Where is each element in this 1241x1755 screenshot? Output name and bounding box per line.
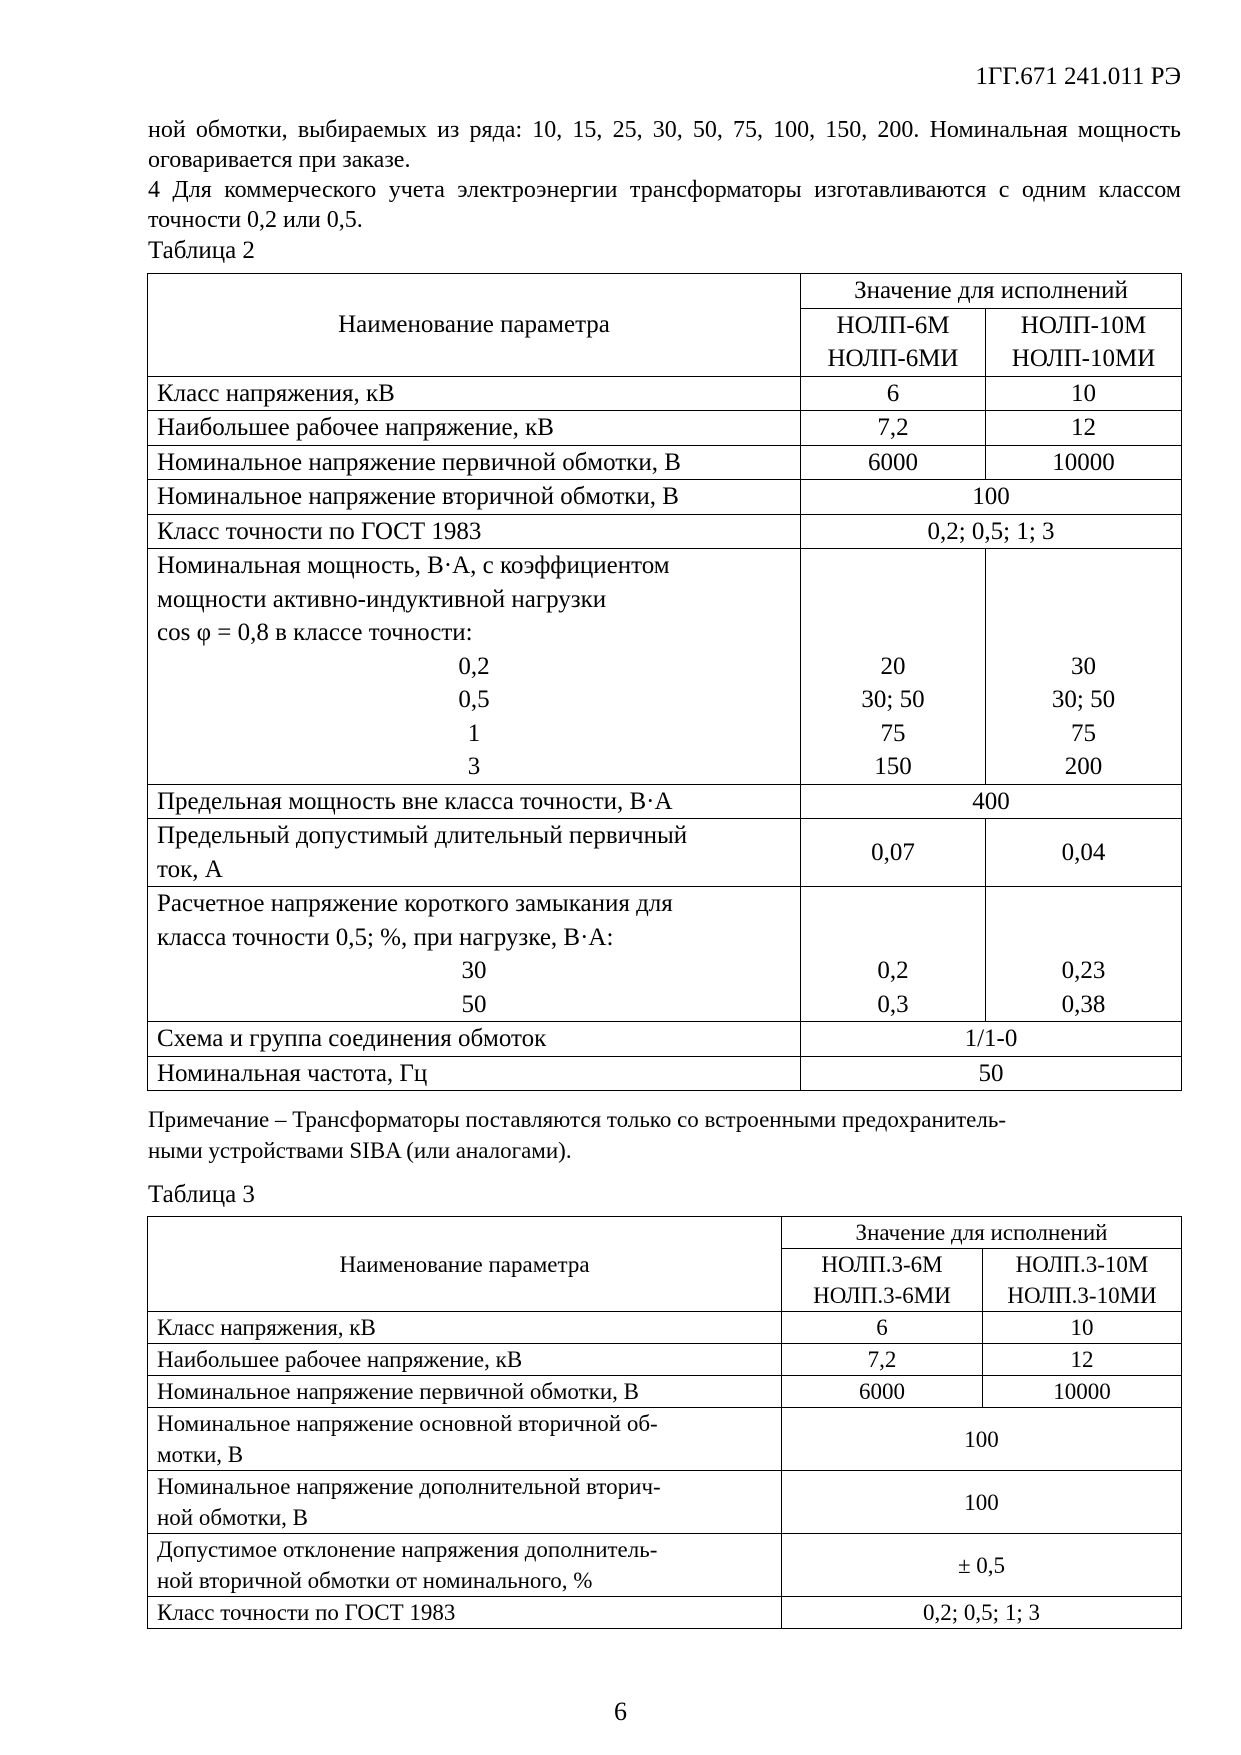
value-line: 30	[1071, 652, 1096, 680]
value-cell: 0,2; 0,5; 1; 3	[782, 1597, 1182, 1629]
value-cell: ± 0,5	[782, 1534, 1182, 1597]
param-name: Номинальное напряжение первичной обмотки, В	[148, 445, 801, 480]
note-line: Примечание – Трансформаторы поставляются только со встроенными предохранитель-	[148, 1107, 1007, 1132]
value-line: 75	[1071, 719, 1096, 747]
column-header-label: НОЛП-10МИ	[1011, 345, 1156, 372]
param-header: Наименование параметра	[148, 274, 801, 377]
value-line: 150	[874, 753, 912, 780]
param-name: Класс точности по ГОСТ 1983	[148, 514, 801, 549]
accuracy-class-label: 1	[467, 719, 481, 747]
table-row	[148, 411, 1182, 446]
param-name: Номинальная частота, Гц	[148, 1056, 801, 1091]
value-header: Значение для исполнений	[801, 274, 1182, 309]
table2-note	[148, 1104, 1188, 1166]
value-line: 200	[1064, 753, 1103, 780]
value-line: 75	[880, 719, 906, 747]
page-number: 6	[614, 1697, 627, 1726]
table-row	[148, 445, 1182, 480]
value-cell	[801, 887, 986, 1022]
value-line: 0,38	[1061, 990, 1106, 1018]
param-name: Номинальное напряжение вторичной обмотки, В	[148, 480, 801, 515]
param-name: Класс напряжения, кВ	[148, 1312, 782, 1344]
param-name: Класс напряжения, кВ	[148, 376, 801, 411]
document-code: 1ГГ.671 241.011 РЭ	[975, 63, 1181, 90]
column-header-label: НОЛП.3-10М	[1015, 1252, 1149, 1277]
table-row	[148, 480, 1182, 515]
value-cell: 6	[801, 376, 986, 411]
column-header-label: НОЛП-6М	[836, 311, 950, 339]
param-line: класса точности 0,5; %, при нагрузке, В·А:	[157, 923, 614, 951]
column-header-10	[986, 308, 1182, 376]
value-cell: 6000	[801, 445, 986, 480]
param-name: Схема и группа соединения обмоток	[148, 1022, 801, 1057]
value-cell: 0,2; 0,5; 1; 3	[801, 514, 1182, 549]
value-cell: 10000	[986, 445, 1182, 480]
column-header-6	[801, 308, 986, 376]
param-line: Допустимое отклонение напряжения дополнитель-	[157, 1537, 658, 1562]
value-cell: 10000	[983, 1376, 1182, 1408]
param-name	[148, 1471, 782, 1534]
table-row	[148, 1056, 1182, 1091]
value-cell: 100	[782, 1408, 1182, 1471]
accuracy-class-label: 0,2	[458, 652, 490, 680]
table-3	[147, 1216, 1182, 1629]
param-name	[148, 887, 801, 1022]
table-row	[148, 1312, 1182, 1344]
value-cell: 7,2	[801, 411, 986, 446]
table-row	[148, 1408, 1182, 1471]
value-header: Значение для исполнений	[782, 1217, 1182, 1249]
table-row	[148, 1022, 1182, 1057]
param-line: Расчетное напряжение короткого замыкания для	[157, 890, 673, 917]
column-header-label: НОЛП-6МИ	[827, 345, 959, 372]
value-cell	[801, 549, 986, 785]
load-label: 50	[461, 990, 487, 1018]
accuracy-class-label: 3	[467, 753, 481, 780]
value-cell: 12	[983, 1344, 1182, 1376]
value-cell: 7,2	[782, 1344, 983, 1376]
param-name: Наибольшее рабочее напряжение, кВ	[148, 411, 801, 446]
value-cell: 6000	[782, 1376, 983, 1408]
load-label: 30	[461, 957, 487, 984]
note-line: ными устройствами SIBA (или аналогами).	[148, 1138, 572, 1163]
param-line: Номинальная мощность, В·А, с коэффициентом	[157, 552, 670, 579]
table-row	[148, 1597, 1182, 1629]
table-row	[148, 514, 1182, 549]
param-name: Класс точности по ГОСТ 1983	[148, 1597, 782, 1629]
value-cell: 400	[801, 784, 1182, 819]
value-line: 30; 50	[861, 686, 925, 713]
value-line: 0,23	[1061, 957, 1106, 984]
intro-paragraph-1: ной обмотки, выбираемых из ряда: 10, 15, 25, 30, 50, 75, 100, 150, 200. Номинальная мощность оговаривается при заказе.	[148, 117, 1181, 173]
table-header-row	[148, 1217, 1182, 1249]
table-header-row	[148, 274, 1182, 309]
param-name	[148, 1408, 782, 1471]
table-row	[148, 819, 1182, 887]
param-line: ток, А	[157, 855, 223, 883]
accuracy-class-label: 0,5	[458, 686, 490, 713]
param-header: Наименование параметра	[148, 1217, 782, 1312]
value-cell: 50	[801, 1056, 1182, 1091]
column-header-label: НОЛП.3-6МИ	[813, 1283, 951, 1308]
table-row	[148, 1471, 1182, 1534]
param-name	[148, 549, 801, 785]
param-line: мотки, В	[157, 1442, 244, 1467]
param-line: мощности активно-индуктивной нагрузки	[157, 585, 607, 613]
column-header-6	[782, 1249, 983, 1312]
param-name	[148, 819, 801, 887]
column-header-label: НОЛП.3-6М	[821, 1252, 943, 1277]
value-line: 20	[880, 652, 906, 680]
value-cell: 6	[782, 1312, 983, 1344]
value-cell	[986, 887, 1182, 1022]
table-row	[148, 549, 1182, 785]
param-line: Номинальное напряжение основной вторичной об-	[157, 1411, 658, 1436]
table-row	[148, 376, 1182, 411]
table-row	[148, 1534, 1182, 1597]
value-cell: 0,04	[986, 819, 1182, 887]
param-line: ной обмотки, В	[157, 1505, 308, 1530]
value-cell: 12	[986, 411, 1182, 446]
column-header-10	[983, 1249, 1182, 1312]
param-line: cos φ = 0,8 в классе точности:	[157, 619, 473, 646]
table-2	[147, 273, 1182, 1091]
value-cell: 100	[782, 1471, 1182, 1534]
table3-caption: Таблица 3	[148, 1181, 255, 1208]
param-name	[148, 1534, 782, 1597]
param-line: ной вторичной обмотки от номинального, %	[157, 1568, 593, 1593]
table-row	[148, 1376, 1182, 1408]
intro-paragraph-2: 4 Для коммерческого учета электроэнергии трансформаторы изготавливаются с одним классом точности 0,2 или 0,5.	[148, 177, 1181, 233]
param-line: Номинальное напряжение дополнительной вторич-	[157, 1474, 661, 1499]
value-cell: 10	[983, 1312, 1182, 1344]
param-name: Наибольшее рабочее напряжение, кВ	[148, 1344, 782, 1376]
value-cell: 10	[986, 376, 1182, 411]
param-name: Номинальное напряжение первичной обмотки, В	[148, 1376, 782, 1408]
param-name: Предельная мощность вне класса точности, В·А	[148, 784, 801, 819]
table-row	[148, 887, 1182, 1022]
table2-caption: Таблица 2	[148, 237, 255, 264]
column-header-label: НОЛП-10М	[1020, 311, 1147, 339]
value-cell: 100	[801, 480, 1182, 515]
table-row	[148, 784, 1182, 819]
value-cell: 1/1-0	[801, 1022, 1182, 1057]
value-cell	[986, 549, 1182, 785]
value-line: 0,3	[877, 990, 909, 1018]
value-line: 0,2	[877, 957, 909, 984]
value-cell: 0,07	[801, 819, 986, 887]
value-line: 30; 50	[1051, 686, 1116, 713]
table-row	[148, 1344, 1182, 1376]
param-line: Предельный допустимый длительный первичный	[157, 822, 688, 849]
column-header-label: НОЛП.3-10МИ	[1007, 1283, 1157, 1308]
